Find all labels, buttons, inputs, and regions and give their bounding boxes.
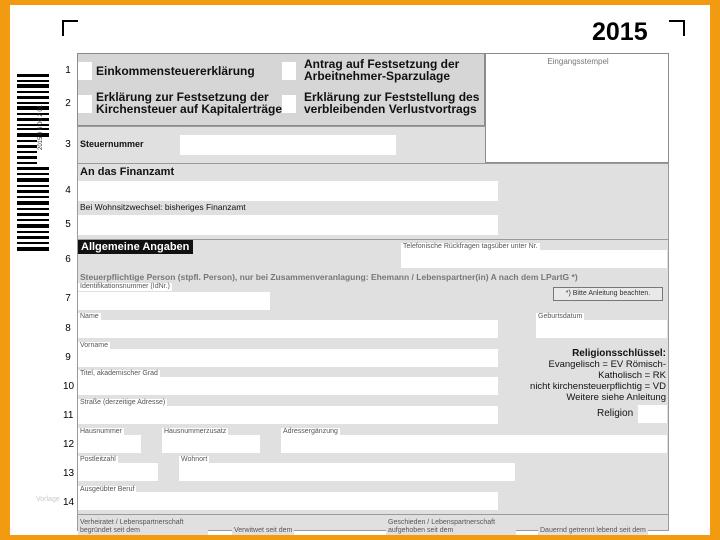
option-label: Kirchensteuer auf Kapitalerträge bbox=[96, 102, 283, 116]
barcode-number: 2015 0 6 00 2 01 bbox=[38, 104, 44, 150]
line-number: 14 bbox=[63, 497, 75, 508]
crop-mark-top-right bbox=[669, 20, 685, 36]
person-heading: Steuerpflichtige Person (stpfl. Person), nur bei Zusammenveranlagung: Ehemann / Lebenspartner(in) A nach dem LPartG *) bbox=[80, 272, 578, 282]
line-number: 5 bbox=[65, 219, 71, 230]
geschieden-label: Geschieden / Lebenspartnerschaft aufgehoben seit dem bbox=[386, 519, 516, 535]
line-number: 7 bbox=[65, 293, 71, 304]
line-number: 3 bbox=[65, 139, 71, 150]
adressergaenzung-input[interactable] bbox=[281, 435, 667, 453]
option-label: Arbeitnehmer-Sparzulage bbox=[304, 69, 451, 83]
line-number: 8 bbox=[65, 323, 71, 334]
bisheriges-finanzamt-input[interactable] bbox=[78, 215, 498, 235]
crop-mark-top-left bbox=[62, 20, 78, 36]
line-number: 9 bbox=[65, 352, 71, 363]
vorname-label: Vorname bbox=[80, 342, 109, 349]
strasse-label: Straße (derzeitige Adresse) bbox=[80, 399, 166, 406]
beruf-label: Ausgeübter Beruf bbox=[80, 486, 135, 493]
steuernummer-label: Steuernummer bbox=[80, 139, 144, 149]
finanzamt-title: An das Finanzamt bbox=[80, 166, 175, 178]
option-label: Erklärung zur Feststellung des bbox=[304, 90, 480, 104]
steuernummer-section bbox=[77, 126, 485, 127]
checkbox-kirchensteuer[interactable] bbox=[78, 95, 92, 113]
wohnort-label: Wohnort bbox=[181, 456, 208, 463]
religion-line: Evangelisch = EV Römisch- bbox=[548, 359, 666, 370]
hint-button[interactable]: *) Bitte Anleitung beachten. bbox=[553, 287, 663, 301]
stamp-box bbox=[485, 53, 669, 163]
hausnummer-label: Hausnummer bbox=[80, 428, 123, 435]
telefon-input[interactable] bbox=[401, 250, 667, 268]
religion-line: nicht kirchensteuerpflichtig = VD bbox=[530, 381, 666, 392]
wohnort-input[interactable] bbox=[179, 463, 515, 481]
adressergaenzung-label: Adressergänzung bbox=[283, 428, 338, 435]
titel-label: Titel, akademischer Grad bbox=[80, 370, 158, 377]
religion-title: Religionsschlüssel: bbox=[572, 348, 666, 359]
dauernd-getrennt-label: Dauernd getrennt lebend seit dem bbox=[540, 527, 646, 534]
stamp-label: Eingangsstempel bbox=[547, 57, 609, 66]
checkbox-sparzulage[interactable] bbox=[282, 62, 296, 80]
checkbox-verlustvortrag[interactable] bbox=[282, 95, 296, 113]
section-title: Allgemeine Angaben bbox=[78, 240, 193, 254]
familienstand-section bbox=[77, 514, 669, 515]
name-label: Name bbox=[80, 313, 99, 320]
telefon-label: Telefonische Rückfragen tagsüber unter Nr. bbox=[403, 243, 538, 250]
finanzamt-section bbox=[77, 163, 669, 164]
line-number: 12 bbox=[63, 439, 75, 450]
watermark: Vorlage bbox=[36, 496, 60, 503]
hausnummerzusatz-input[interactable] bbox=[162, 435, 260, 453]
verheiratet-label: Verheiratet / Lebenspartnerschaft begründet seit dem bbox=[78, 519, 208, 535]
titel-input[interactable] bbox=[78, 377, 498, 395]
beruf-input[interactable] bbox=[78, 492, 498, 510]
option-label: Einkommensteuererklärung bbox=[96, 64, 255, 78]
option-label: Erklärung zur Festsetzung der bbox=[96, 90, 269, 104]
geburtsdatum-label: Geburtsdatum bbox=[538, 313, 583, 320]
postleitzahl-label: Postleitzahl bbox=[80, 456, 116, 463]
checkbox-einkommensteuer[interactable] bbox=[78, 62, 92, 80]
name-input[interactable] bbox=[78, 320, 498, 338]
idnr-label: Identifikationsnummer (IdNr.) bbox=[80, 283, 170, 290]
steuernummer-input[interactable] bbox=[180, 135, 396, 155]
finanzamt-input[interactable] bbox=[78, 181, 498, 201]
postleitzahl-input[interactable] bbox=[78, 463, 158, 481]
religion-input[interactable] bbox=[638, 405, 667, 423]
vorname-input[interactable] bbox=[78, 349, 498, 367]
idnr-input[interactable] bbox=[78, 292, 270, 310]
option-label: verbleibenden Verlustvortrags bbox=[304, 102, 477, 116]
option-label: Antrag auf Festsetzung der bbox=[304, 57, 460, 71]
barcode-icon bbox=[17, 74, 49, 254]
line-number: 13 bbox=[63, 468, 75, 479]
verwitwet-label: Verwitwet seit dem bbox=[234, 527, 293, 534]
line-number: 1 bbox=[65, 65, 71, 76]
line-number: 10 bbox=[63, 381, 75, 392]
hausnummerzusatz-label: Hausnummerzusatz bbox=[164, 428, 227, 435]
line-number: 2 bbox=[65, 98, 71, 109]
form-year: 2015 bbox=[592, 18, 648, 46]
religion-label: Religion bbox=[597, 408, 634, 419]
line-number: 11 bbox=[63, 410, 74, 421]
wohnsitz-label: Bei Wohnsitzwechsel: bisheriges Finanzamt bbox=[80, 202, 246, 212]
line-number: 4 bbox=[65, 185, 71, 196]
geburtsdatum-input[interactable] bbox=[536, 320, 667, 338]
strasse-input[interactable] bbox=[78, 406, 498, 424]
religion-key bbox=[520, 348, 666, 403]
line-number: 6 bbox=[65, 254, 71, 265]
religion-line: Weitere siehe Anleitung bbox=[566, 392, 666, 403]
religion-line: Katholisch = RK bbox=[598, 370, 666, 381]
hausnummer-input[interactable] bbox=[78, 435, 141, 453]
